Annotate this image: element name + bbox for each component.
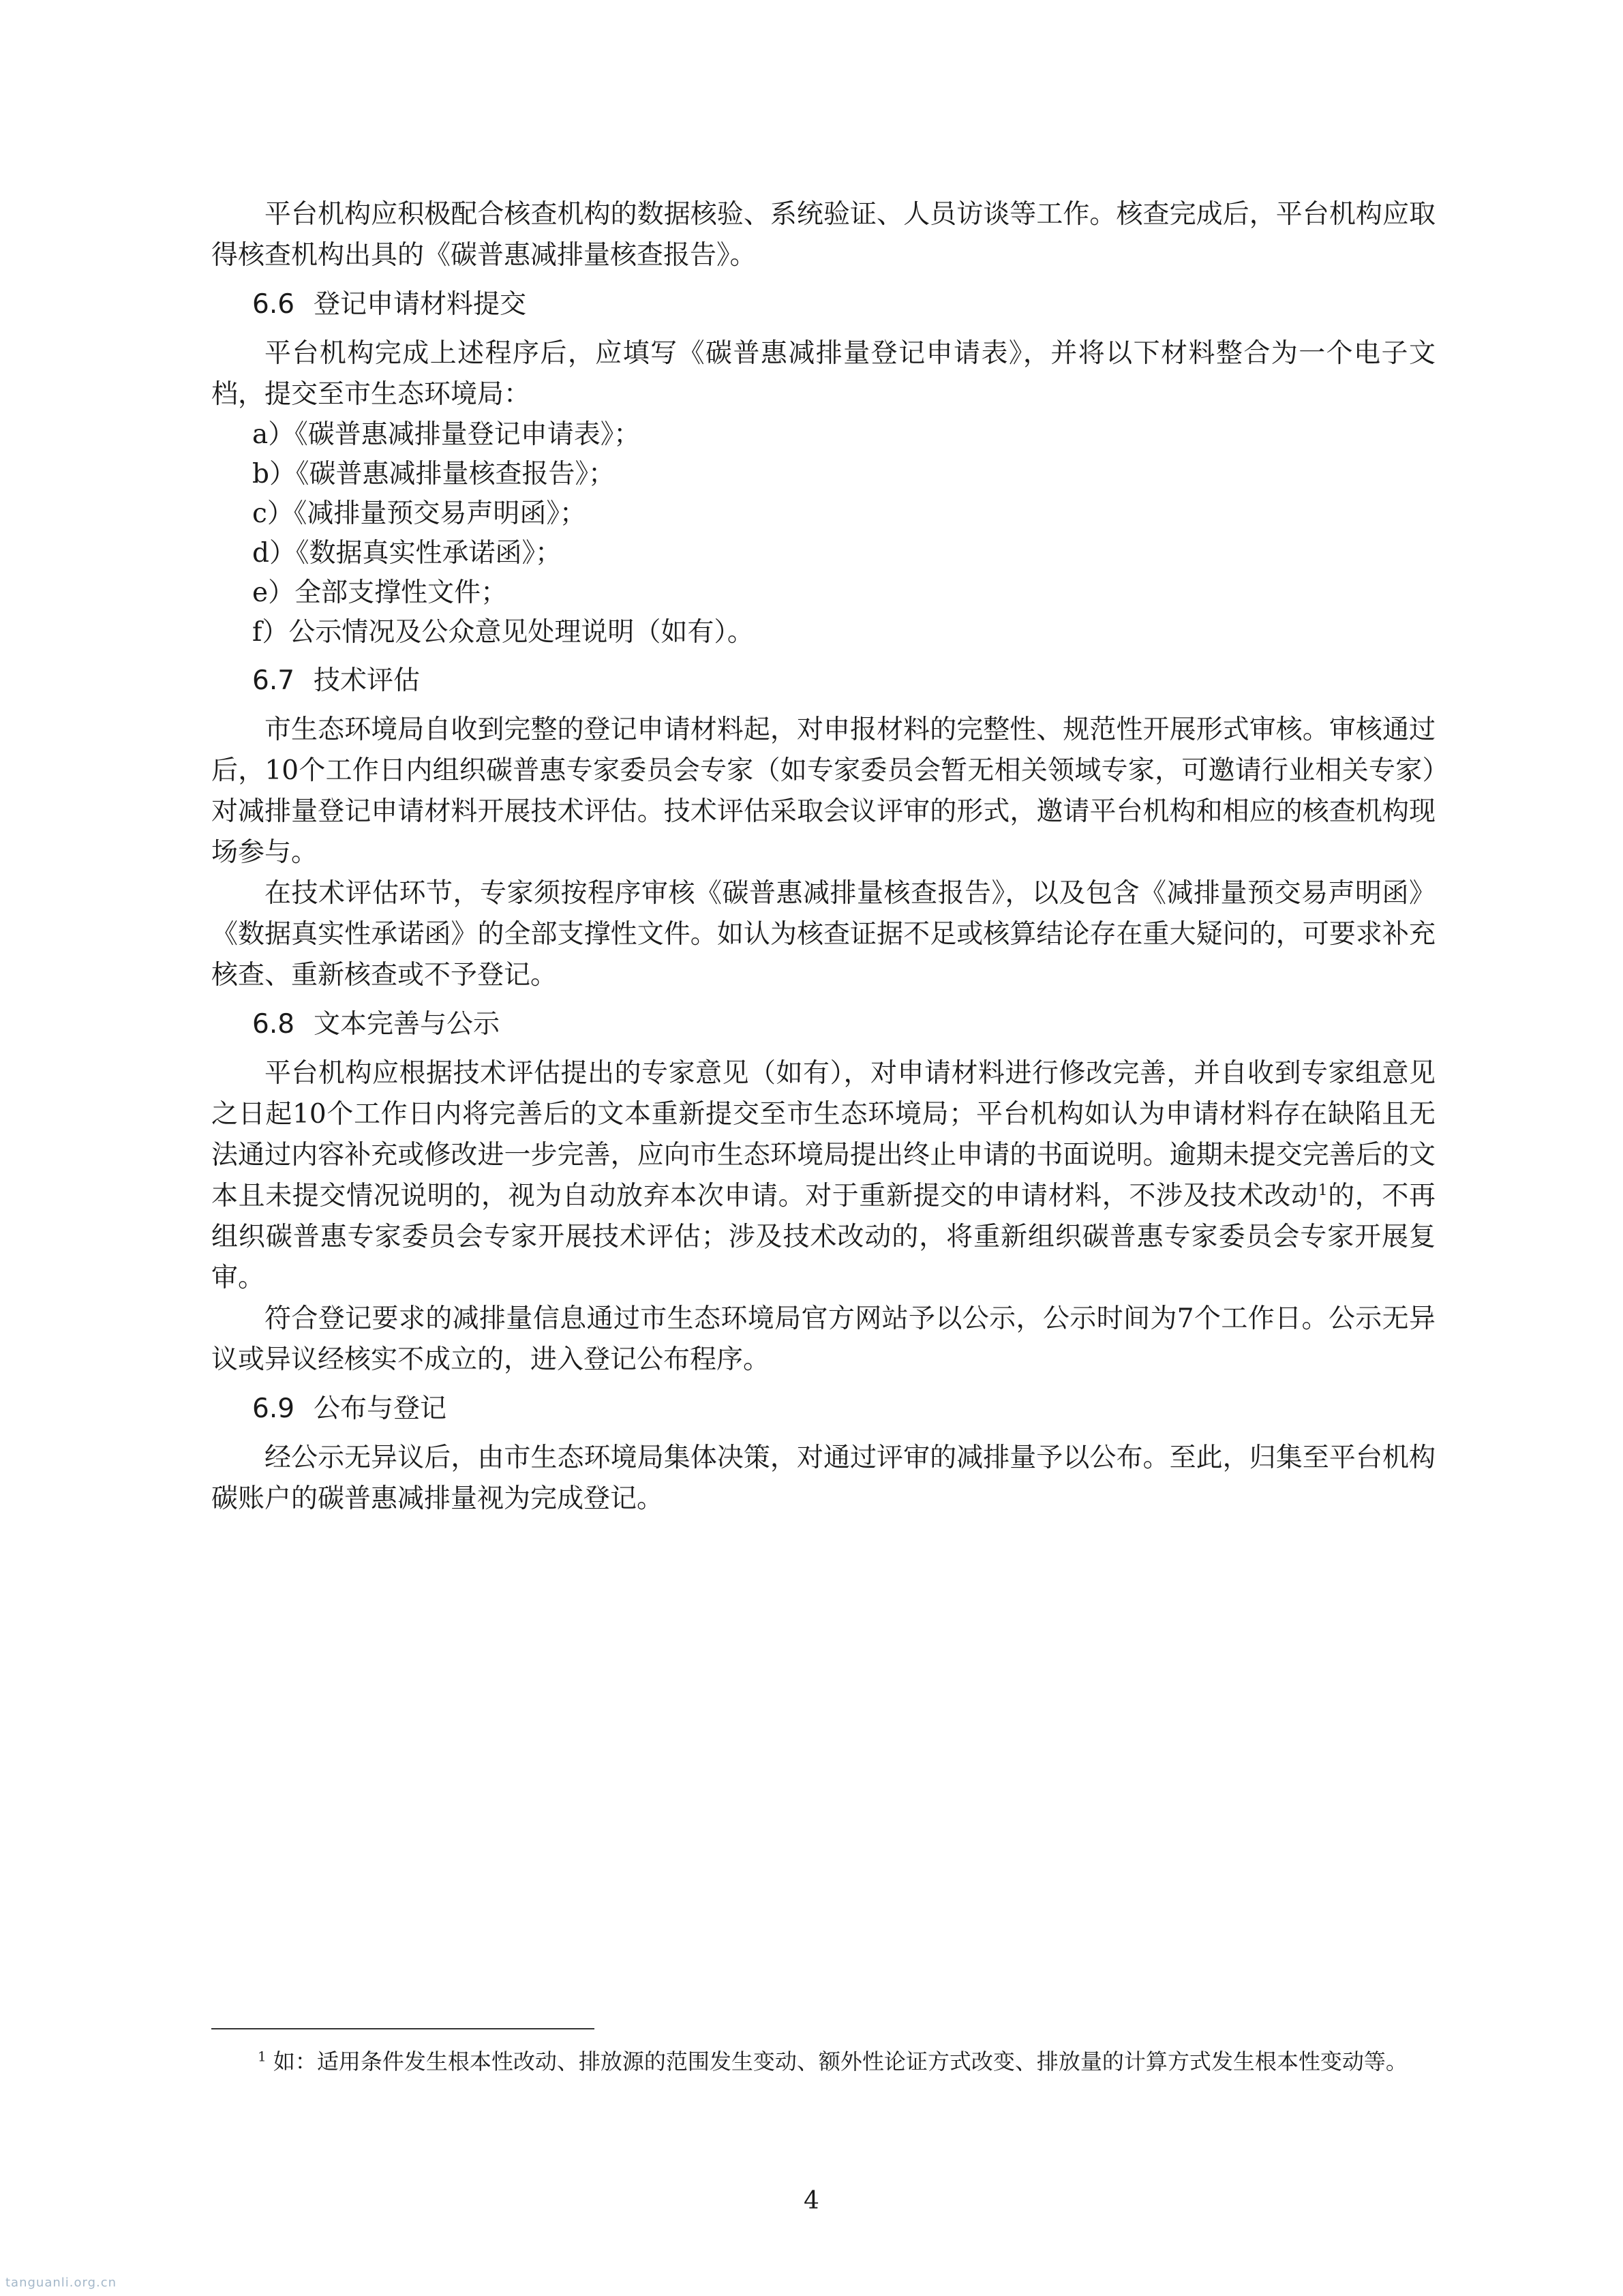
section-6-8-heading [252, 1004, 1436, 1045]
section-number: 6.7 [252, 665, 295, 696]
section-number: 6.8 [252, 1009, 295, 1040]
paragraph-6-9: 经公示无异议后，由市生态环境局集体决策，对通过评审的减排量予以公布。至此，归集至平台机构碳账户的碳普惠减排量视为完成登记。 [211, 1442, 1436, 1514]
paragraph-text: 平台机构应根据技术评估提出的专家意见（如有），对申请材料进行修改完善，并自收到专家组意见之日起10个工作日内将完善后的文本重新提交至市生态环境局；平台机构如认为申请材料存在缺陷且无法通过内容补充或修改进一步完善，应向市生态环境局提出终止申请的书面说明。逾期未提交完善后的文本且未提交情况说明的，视为自动放弃本次申请。对于重新提交的申请材料，不涉及技术改动 [211, 1058, 1436, 1211]
list-item: a）《碳普惠减排量登记申请表》； [252, 419, 641, 450]
footnote-text: 如：适用条件发生根本性改动、排放源的范围发生变动、额外性论证方式改变、排放量的计算方式发生根本性变动等。 [273, 2049, 1408, 2074]
section-title: 公布与登记 [314, 1393, 447, 1424]
list-item: b）《碳普惠减排量核查报告》； [252, 459, 615, 489]
footnote-reference[interactable]: 1 [1318, 1182, 1328, 1199]
section-title: 文本完善与公示 [314, 1009, 500, 1040]
paragraph-6-8-2: 符合登记要求的减排量信息通过市生态环境局官方网站予以公示，公示时间为7个工作日。公示无异议或异议经核实不成立的，进入登记公布程序。 [211, 1303, 1436, 1375]
section-title: 技术评估 [314, 665, 421, 696]
footnote-mark: 1 [258, 2048, 267, 2065]
section-6-9-heading [252, 1389, 1436, 1430]
list-item: e）全部支撑性文件； [252, 577, 508, 608]
watermark: tanguanli.org.cn [5, 2276, 117, 2290]
paragraph-6-7-1: 市生态环境局自收到完整的登记申请材料起，对申报材料的完整性、规范性开展形式审核。审核通过后，10个工作日内组织碳普惠专家委员会专家（如专家委员会暂无相关领域专家，可邀请行业相关专家）对减排量登记申请材料开展技术评估。技术评估采取会议评审的形式，邀请平台机构和相应的核查机构现场参与。 [211, 714, 1436, 868]
paragraph-text: 的，不再组织碳普惠专家委员会专家开展技术评估；涉及技术改动的，将重新组织碳普惠专家委员会专家开展复审。 [211, 1181, 1436, 1293]
paragraph-intro: 平台机构应积极配合核查机构的数据核验、系统验证、人员访谈等工作。核查完成后，平台机构应取得核查机构出具的《碳普惠减排量核查报告》。 [211, 199, 1436, 271]
footnote [211, 2044, 1436, 2079]
paragraph-6-8-1 [211, 1053, 1436, 1299]
list-item: c）《减排量预交易声明函》； [252, 498, 586, 529]
list-item: f）公示情况及公众意见处理说明（如有）。 [252, 617, 754, 648]
section-number: 6.6 [252, 289, 295, 320]
section-6-6-heading [252, 284, 1436, 325]
section-6-7-heading [252, 661, 1436, 701]
section-number: 6.9 [252, 1393, 295, 1424]
page-content [211, 194, 1436, 1520]
paragraph-6-7-2: 在技术评估环节，专家须按程序审核《碳普惠减排量核查报告》，以及包含《减排量预交易声明函》《数据真实性承诺函》的全部支撑性文件。如认为核查证据不足或核算结论存在重大疑问的，可要求补充核查、重新核查或不予登记。 [211, 878, 1436, 991]
page-number: 4 [804, 2187, 819, 2215]
section-title: 登记申请材料提交 [314, 289, 527, 320]
footnote-divider [211, 2028, 594, 2029]
paragraph-6-6: 平台机构完成上述程序后，应填写《碳普惠减排量登记申请表》，并将以下材料整合为一个电子文档，提交至市生态环境局： [211, 338, 1436, 410]
list-item: d）《数据真实性承诺函》； [252, 538, 562, 569]
